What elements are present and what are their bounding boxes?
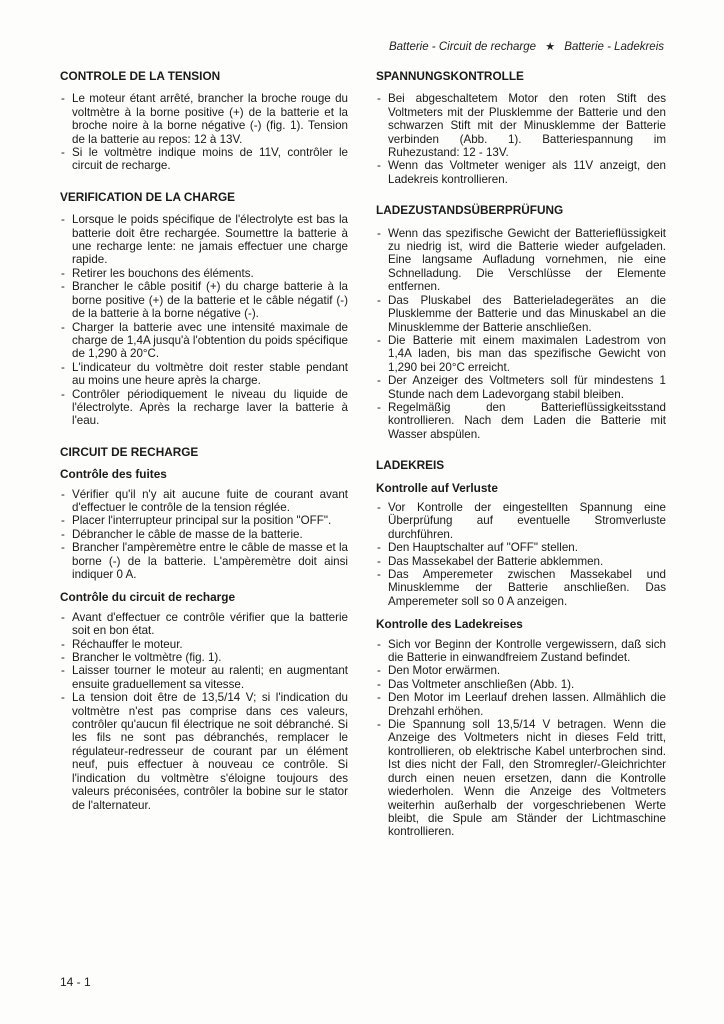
list-item: - Charger la batterie avec une intensité maximale de charge de 1,4A jusqu'à l'obtention du poids spécifique de 1,290 à 20°C. (60, 321, 348, 361)
list-item: - Avant d'effectuer ce contrôle vérifier que la batterie soit en bon état. (60, 611, 348, 638)
subsection-heading: Kontrolle des Ladekreises (376, 617, 523, 632)
list-item: - Brancher le câble positif (+) du charge batterie à la borne positive (+) de la batterie et le câble négatif (-) de la batterie à la borne négative (-). (60, 280, 348, 320)
list-item: - Den Motor im Leerlauf drehen lassen. Allmählich die Drehzahl erhöhen. (376, 691, 666, 718)
list-item: - Das Voltmeter anschließen (Abb. 1). (376, 678, 666, 691)
list-item: - Si le voltmètre indique moins de 11V, contrôler le circuit de recharge. (60, 146, 348, 173)
running-header (389, 40, 664, 53)
list-item: - Retirer les bouchons des éléments. (60, 267, 348, 280)
list-item: - Den Hauptschalter auf "OFF" stellen. (376, 541, 666, 554)
item-list (60, 611, 348, 812)
list-item: - Placer l'interrupteur principal sur la position "OFF". (60, 514, 348, 527)
list-item: - Wenn das Voltmeter weniger als 11V anzeigt, den Ladekreis kontrollieren. (376, 159, 666, 186)
section-ladezustand (376, 204, 666, 441)
list-item: - Vérifier qu'il n'y ait aucune fuite de courant avant d'effectuer le contrôle de la tension réglée. (60, 488, 348, 515)
section-heading: CONTROLE DE LA TENSION (60, 69, 221, 83)
list-item: - Lorsque le poids spécifique de l'électrolyte est bas la batterie doit être rechargée. Soumettre la batterie à une recharge lente: ne jamais effectuer une charge rapide. (60, 213, 348, 267)
list-item: - Bei abgeschaltetem Motor den roten Stift des Voltmeters mit der Plusklemme der Batterie und den schwarzen Stift mit der Minusklemme der Batterie verbinden (Abb. 1). Batteriespannung im Ruhezustand: 12 - 13V. (376, 92, 666, 159)
list-item: - Sich vor Beginn der Kontrolle vergewissern, daß sich die Batterie in einwandfreiem Zustand befindet. (376, 638, 666, 665)
section-heading: VERIFICATION DE LA CHARGE (60, 189, 235, 204)
subsection-heading: Contrôle du circuit de recharge (60, 590, 236, 605)
section-heading: SPANNUNGSKONTROLLE (376, 69, 524, 83)
section-circuit-recharge (60, 446, 348, 812)
list-item: - La tension doit être de 13,5/14 V; si l'indication du voltmètre n'est pas comprise dans ces valeurs, contrôler qu'aucun fil électrique ne soit débranché. Si les fils ne sont pas débranchés, remplacer le régulateur-redresseur de courant par un élément neuf, puis effectuer à nouveau ce contrôle. Si l'indication du voltmètre s'éloigne toujours des valeurs préconisées, contrôler la bobine sur le stator de l'alternateur. (60, 691, 348, 812)
item-list (376, 92, 666, 186)
german-column (376, 70, 666, 857)
subsection-controle-fuites (60, 468, 348, 581)
list-item: - Die Spannung soll 13,5/14 V betragen. Wenn die Anzeige des Voltmeters nicht in dieses Feld tritt, kontrollieren, ob elektrische Kabel unterbrochen sind. Ist dies nicht der Fall, den Stromregler/-Gleichrichter durch einen neuen ersetzen, dann die Kontrolle wiederholen. Wenn die Anzeige des Voltmeters weiterhin außerhalb der vorgeschriebenen Werte bleibt, die Spule am Ständer der Lichtmaschine kontrollieren. (376, 718, 666, 839)
section-heading: LADEZUSTANDSÜBERPRÜFUNG (376, 203, 564, 218)
section-spannungskontrolle (376, 70, 666, 186)
page-number: 14 - 1 (60, 975, 91, 989)
section-controle-tension (60, 70, 348, 173)
item-list (376, 501, 666, 608)
list-item: - Das Amperemeter zwischen Massekabel und Minusklemme der Batterie anschließen. Das Amperemeter soll so 0 A anzeigen. (376, 568, 666, 608)
list-item: - Le moteur étant arrêté, brancher la broche rouge du voltmètre à la borne positive (+) de la batterie et la broche noire à la borne négative (-) (fig. 1). Tension de la batterie au repos: 12 à 13V. (60, 92, 348, 146)
list-item: - Brancher le voltmètre (fig. 1). (60, 651, 348, 664)
item-list (60, 92, 348, 172)
item-list (376, 227, 666, 442)
list-item: - Brancher l'ampèremètre entre le câble de masse et la borne (-) de la batterie. L'ampèremètre doit ainsi indiquer 0 A. (60, 541, 348, 581)
list-item: - Das Massekabel der Batterie abklemmen. (376, 555, 666, 568)
header-title-fr: Batterie - Circuit de recharge (388, 41, 536, 53)
subsection-controle-circuit (60, 591, 348, 812)
subsection-verluste (376, 482, 666, 609)
item-list (60, 213, 348, 428)
list-item: - Réchauffer le moteur. (60, 638, 348, 651)
list-item: - Wenn das spezifische Gewicht der Batterieflüssigkeit zu niedrig ist, wird die Batterie wieder aufgeladen. Eine langsame Aufladung vornehmen, nie eine Schnelladung. Die Verschlüsse der Elemente entfernen. (376, 227, 666, 294)
list-item: - Die Batterie mit einem maximalen Ladestrom von 1,4A laden, bis man das spezifische Gewicht von 1,290 bei 20°C erreicht. (376, 334, 666, 374)
list-item: - L'indicateur du voltmètre doit rester stable pendant au moins une heure après la charge. (60, 361, 348, 388)
item-list (376, 638, 666, 839)
list-item: - Laisser tourner le moteur au ralenti; en augmentant ensuite graduellement sa vitesse. (60, 664, 348, 691)
section-verification-charge (60, 191, 348, 428)
subsection-heading: Kontrolle auf Verluste (376, 480, 498, 495)
subsection-heading: Contrôle des fuites (60, 467, 167, 482)
french-column (60, 70, 348, 830)
section-ladekreis (376, 459, 666, 839)
list-item: - Der Anzeiger des Voltmeters soll für mindestens 1 Stunde nach dem Ladevorgang stabil bleiben. (376, 374, 666, 401)
list-item: - Contrôler périodiquement le niveau du liquide de l'électrolyte. Après la recharge laver la batterie à l'eau. (60, 388, 348, 428)
star-separator: ★ (545, 41, 556, 53)
section-heading: CIRCUIT DE RECHARGE (60, 444, 199, 459)
list-item: - Den Motor erwärmen. (376, 664, 666, 677)
subsection-ladekreises (376, 618, 666, 839)
list-item: - Vor Kontrolle der eingestellten Spannung eine Überprüfung auf eventuelle Stromverluste durchführen. (376, 501, 666, 541)
list-item: - Das Pluskabel des Batterieladegerätes an die Plusklemme der Batterie und das Minuskabel an die Minusklemme der Batterie anschließen. (376, 294, 666, 334)
list-item: - Regelmäßig den Batterieflüssigkeitsstand kontrollieren. Nach dem Laden die Batterie mit Wasser abspülen. (376, 401, 666, 441)
section-heading: LADEKREIS (376, 458, 445, 473)
list-item: - Débrancher le câble de masse de la batterie. (60, 528, 348, 541)
item-list (60, 488, 348, 582)
header-title-de: Batterie - Ladekreis (564, 41, 664, 53)
